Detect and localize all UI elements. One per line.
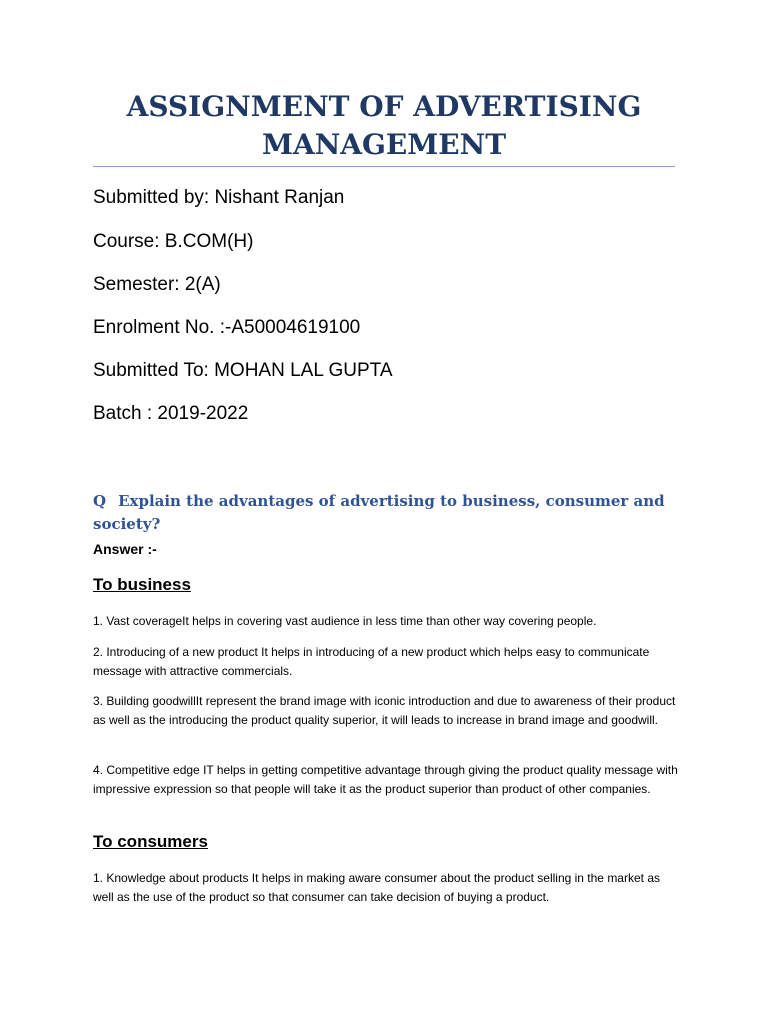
section-heading-business: To business	[93, 575, 191, 594]
document-title	[93, 88, 675, 164]
business-point-2: 2. Introducing of a new product It helps in introducing of a new product which helps easy to communicate message with attractive commercials.	[93, 645, 650, 678]
question-marker: Q	[93, 492, 107, 510]
consumer-point-1: 1. Knowledge about products It helps in making aware consumer about the product selling in the market as well as the use of the product so that consumer can take decision of buying a product.	[93, 871, 660, 904]
question-text: Explain the advantages of advertising to business, consumer and society?	[93, 492, 665, 533]
business-point-1: 1. Vast coverageIt helps in covering vast audience in less time than other way covering people.	[93, 614, 597, 628]
enrolment-number: Enrolment No. :-A50004619100	[93, 317, 361, 338]
semester: Semester: 2(A)	[93, 274, 221, 295]
batch: Batch : 2019-2022	[93, 403, 249, 424]
title-line-2: MANAGEMENT	[261, 128, 507, 161]
business-point-4: 4. Competitive edge IT helps in getting competitive advantage through giving the product quality message with impressive expression so that people will take it as the product superior than product of other companies.	[93, 763, 678, 796]
submitted-to: Submitted To: MOHAN LAL GUPTA	[93, 360, 393, 381]
answer-label: Answer :-	[93, 541, 157, 557]
course: Course: B.COM(H)	[93, 231, 254, 252]
business-point-3: 3. Building goodwillIt represent the brand image with iconic introduction and due to awareness of their product as well as the introducing the product quality superior, it will leads to increase in brand image and goodwill.	[93, 694, 676, 727]
section-heading-consumers: To consumers	[93, 832, 208, 851]
title-line-1: ASSIGNMENT OF ADVERTISING	[126, 90, 642, 123]
title-underline-divider	[93, 166, 675, 167]
question	[93, 490, 673, 536]
submitted-by: Submitted by: Nishant Ranjan	[93, 187, 345, 208]
